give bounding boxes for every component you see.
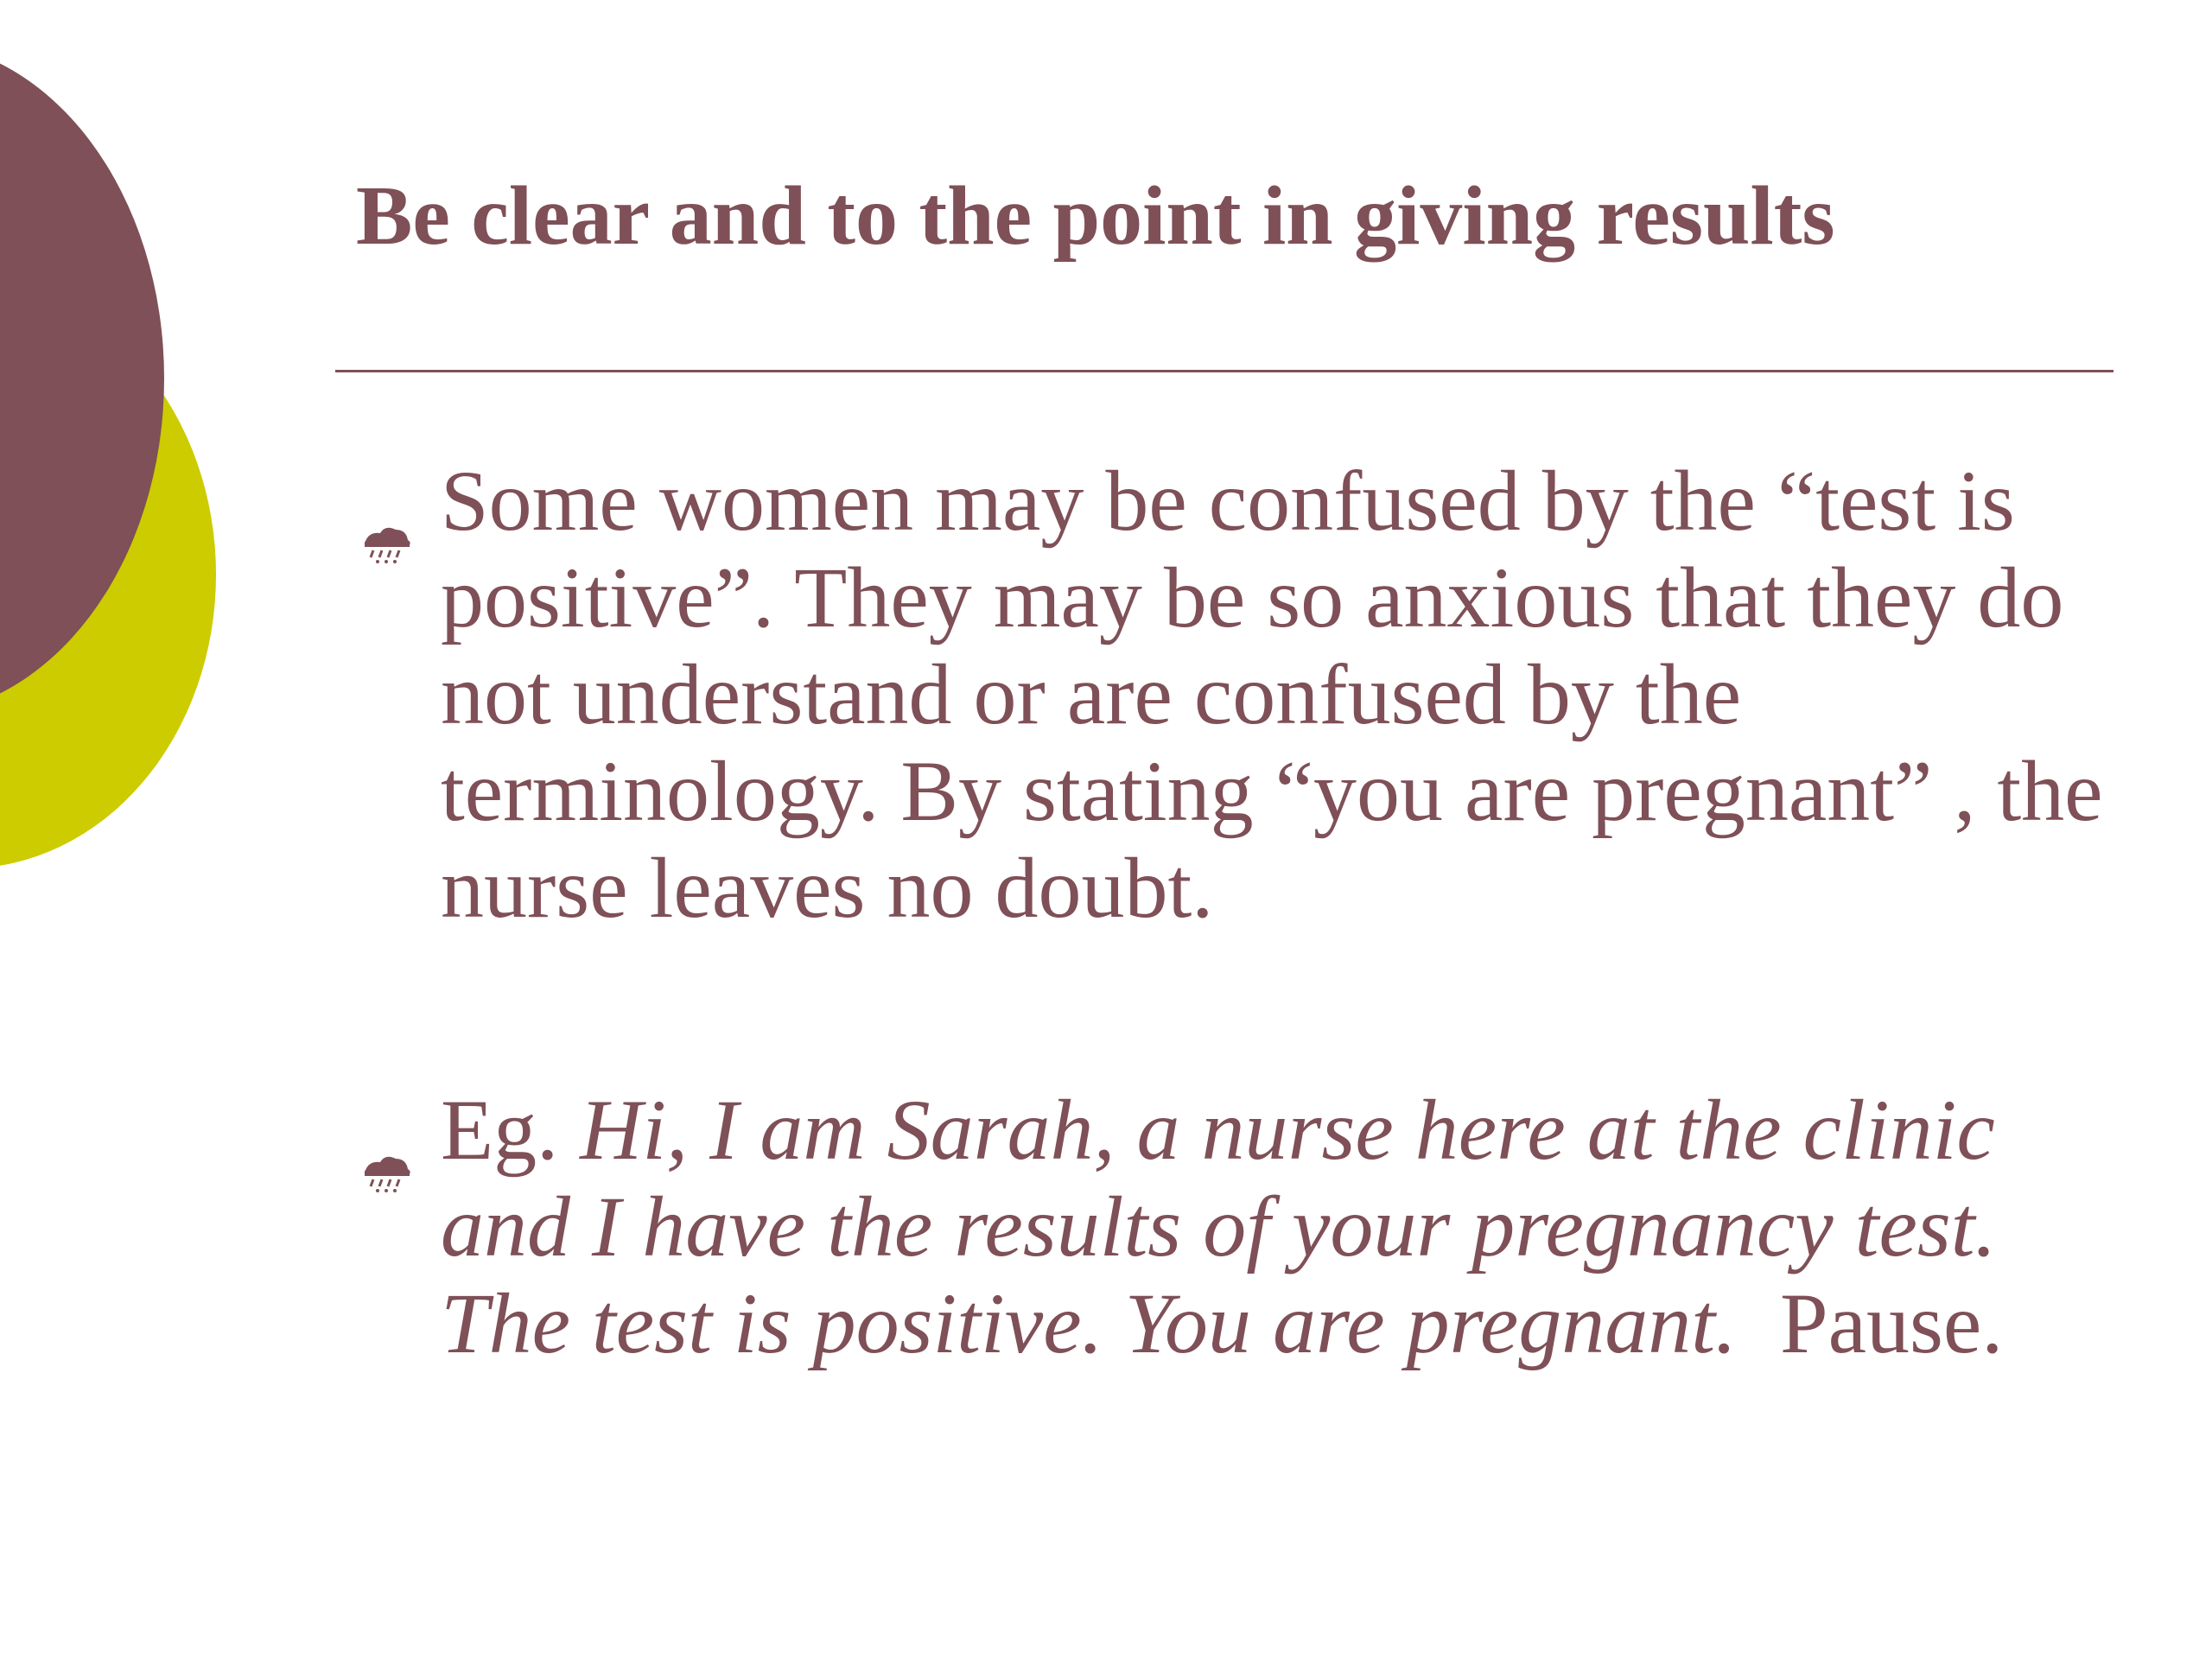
rain-cloud-icon bbox=[361, 487, 413, 527]
bullet-prefix: Eg. bbox=[441, 1082, 581, 1178]
rain-cloud-icon bbox=[361, 1116, 413, 1156]
example-dialogue: Hi, I am Sarah, a nurse here at the clinic and I have the results of your pregnancy test. The test is positive. You are pregnant. bbox=[441, 1082, 1997, 1371]
bullet-suffix: Pause. bbox=[1737, 1275, 2004, 1371]
bullet-item bbox=[361, 1082, 2141, 1372]
title-divider bbox=[335, 370, 2113, 372]
bullet-text bbox=[441, 1082, 2141, 1372]
bullet-item bbox=[361, 453, 2141, 937]
bullet-text: Some women may be confused by the “test is positive”. They may be so anxious that they do not understand or are confused by the terminology. By stating “you are pregnant” , the nurse leaves no doubt. bbox=[441, 453, 2103, 936]
slide-title: Be clear and to the point in giving results bbox=[356, 169, 1835, 263]
